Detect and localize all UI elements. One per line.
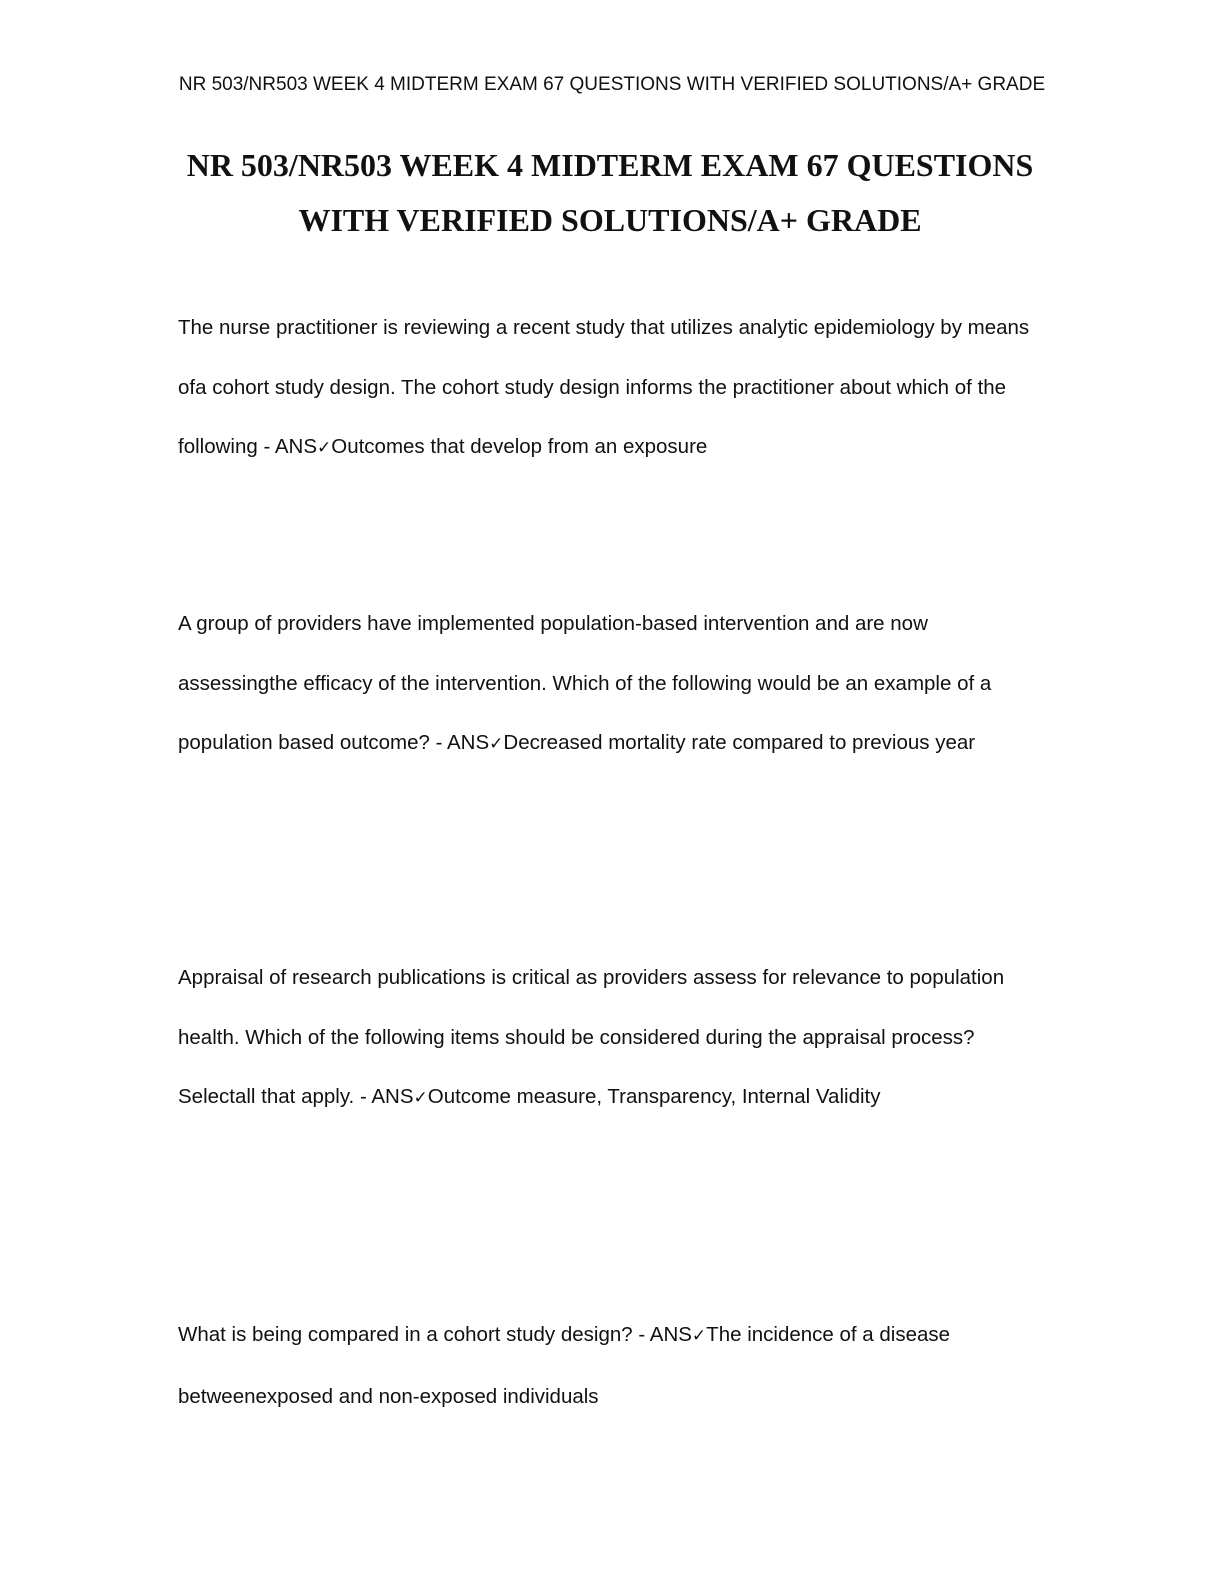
answer-text: Outcome measure, Transparency, Internal Validity	[427, 1085, 881, 1108]
question-text: Appraisal of research publications is critical as providers assess for relevance to population health. Which of the following items should be considered during the appraisal process? Selectall that apply. -	[178, 966, 1005, 1108]
question-text: The nurse practitioner is reviewing a recent study that utilizes analytic epidemiology by means ofa cohort study design. The cohort study design informs the practitioner about which of the following -	[178, 316, 1030, 458]
answer-text: Decreased mortality rate compared to previous year	[503, 731, 976, 754]
answer-label: ANS	[649, 1323, 692, 1346]
check-icon: ✓	[489, 734, 504, 754]
qa-item-4	[178, 1305, 1038, 1426]
title-line-1: NR 503/NR503 WEEK 4 MIDTERM EXAM 67 QUESTIONS	[186, 147, 1034, 183]
answer-label: ANS	[446, 731, 490, 754]
answer-text: The incidence of a disease betweenexposed and non-exposed individuals	[178, 1323, 951, 1408]
qa-item-1	[178, 298, 1038, 479]
document-title	[160, 138, 1060, 248]
qa-item-2	[178, 594, 1038, 775]
qa-item-3	[178, 948, 1038, 1129]
check-icon: ✓	[413, 1088, 428, 1108]
answer-label: ANS	[371, 1085, 414, 1108]
answer-text: Outcomes that develop from an exposure	[331, 435, 708, 458]
running-header: NR 503/NR503 WEEK 4 MIDTERM EXAM 67 QUESTIONS WITH VERIFIED SOLUTIONS/A+ GRADE	[178, 74, 1046, 95]
title-line-2: WITH VERIFIED SOLUTIONS/A+ GRADE	[298, 202, 922, 238]
answer-label: ANS	[274, 435, 318, 458]
check-icon: ✓	[317, 438, 332, 458]
question-text: What is being compared in a cohort study design? -	[178, 1323, 650, 1346]
check-icon: ✓	[691, 1326, 707, 1346]
question-text: A group of providers have implemented population-based intervention and are now assessingthe efficacy of the intervention. Which of the following would be an example of a population based outcome? -	[178, 612, 992, 754]
